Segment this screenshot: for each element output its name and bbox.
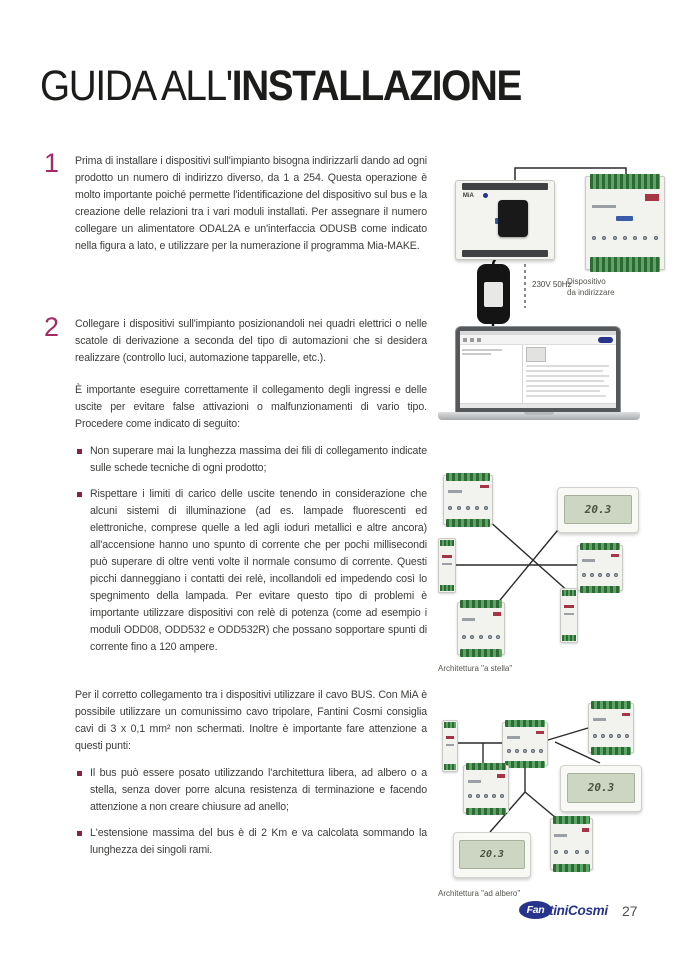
device-thumbnail	[526, 347, 546, 362]
device-label-chip	[616, 216, 633, 221]
din-module-illustration	[502, 722, 548, 766]
thermostat-lcd: 20.3	[459, 840, 524, 870]
bullet-text: Non superare mai la lunghezza massima dei fili di collegamento indicate sulle schede tecniche di ogni prodotto;	[90, 445, 427, 474]
toolbar-icon	[477, 338, 481, 342]
knob-row	[592, 230, 658, 245]
bullet-item	[75, 765, 427, 816]
bullet-square-icon	[77, 771, 82, 776]
thermostat-illustration	[560, 765, 642, 812]
logo-text: tiniCosmi	[549, 902, 608, 918]
laptop-screen	[455, 326, 621, 412]
figure-addressing	[430, 160, 675, 432]
right-panel	[523, 345, 616, 403]
din-module-illustration	[550, 818, 593, 870]
section-1-text	[75, 153, 427, 269]
figure-caption: Architettura "a stella"	[438, 664, 513, 673]
caption-line: da indirizzare	[567, 288, 615, 297]
din-module-illustration	[577, 545, 623, 591]
toolbar-icon	[470, 338, 474, 342]
left-panel	[460, 345, 523, 403]
din-module-narrow-illustration	[438, 538, 456, 593]
bullet-item	[75, 486, 427, 656]
figure-star-architecture	[430, 465, 675, 680]
page-number: 27	[622, 903, 638, 919]
figure-caption	[567, 276, 615, 298]
software-ui-illustration	[460, 331, 616, 408]
window-statusbar	[460, 403, 616, 408]
thermostat-lcd: 20.3	[567, 773, 636, 803]
din-module-illustration	[457, 602, 505, 655]
laptop-base	[438, 412, 640, 420]
device-brand-label: MiA	[462, 192, 474, 199]
figure-tree-architecture	[430, 700, 675, 900]
page-title	[40, 62, 521, 111]
window-body	[460, 345, 616, 403]
brand-dot-icon	[483, 193, 488, 198]
spacer	[75, 665, 427, 687]
bullet-item	[75, 825, 427, 859]
laptop-notch	[524, 412, 554, 415]
window-toolbar	[460, 335, 616, 345]
usb-plug-illustration	[498, 200, 528, 237]
fantinicosmi-logo	[519, 901, 608, 919]
usb-interface-illustration	[477, 264, 510, 324]
din-module-narrow-illustration	[442, 720, 458, 772]
section-2-text	[75, 316, 427, 868]
bullet-text: Il bus può essere posato utilizzando l'architettura libera, ad albero o a stella, senza dover porre alcuna resistenza di terminazione e facendo attenzione a non creare chiusure ad anello;	[90, 767, 427, 813]
din-module-illustration	[443, 475, 493, 525]
section-2-number: 2	[44, 312, 60, 342]
din-rail	[462, 250, 548, 256]
bullet-text: L'estensione massima del bus è di 2 Km e va calcolata sommando la lunghezza dei singoli rami.	[90, 827, 427, 856]
thermostat-illustration	[453, 832, 531, 878]
device-label	[592, 205, 615, 208]
paragraph: Prima di installare i dispositivi sull'impianto bisogna indirizzarli dando ad ogni prodotto un numero di indirizzo diverso, da 1 a 254. Questa operazione è molto importante poiché permette l'identificazione del dispositivo sul bus e la creazione delle relazioni tra i vari moduli installati. Per assegnare il numero collegare un alimentatore ODAL2A e un'interfaccia ODUSB come indicato nella figura a lato, e utilizzare per la numerazione il programma Mia-MAKE.	[75, 155, 427, 252]
terminal-block	[590, 174, 660, 189]
bullet-square-icon	[77, 831, 82, 836]
bullet-text: Rispettare i limiti di carico delle uscite tenendo in considerazione che alcuni sistemi di illuminazione (ad es. lampade fluorescenti ed elettroniche, comprese quelle a led agli ioduri metallici e altre ancora) all'accensione hanno uno spunto di corrente che per pochi millisecondi può superare di oltre venti volte il normale consumo di corrente. Questi picchi danneggiano i contatti dei relè, incollandoli ed impedendo così lo spegnimento della lampada. Per evitare questo tipo di problemi è importante utilizzare dispositivi con relè di potenza (come ad esempio i moduli ODD08, ODD532 e ODD532R) che possano sopportare spunti di corrente fino a 120 ampere.	[90, 488, 427, 653]
caption-line: Dispositivo	[567, 277, 606, 286]
din-module-illustration	[585, 176, 665, 270]
status-chip	[645, 194, 658, 201]
paragraph: Collegare i dispositivi sull'impianto posizionandoli nei quadri elettrici o nelle scatole di derivazione a seconda del tipo di automazioni che si desidera realizzare (controllo luci, automazione tapparelle, etc.).	[75, 318, 427, 364]
software-logo-icon	[598, 337, 613, 343]
terminal-block	[590, 257, 660, 272]
section-1-number: 1	[44, 148, 60, 178]
dongle-sticker	[484, 282, 504, 307]
din-rail	[462, 183, 548, 189]
din-module-narrow-illustration	[560, 588, 578, 643]
figure-caption: Architettura "ad albero"	[438, 889, 521, 898]
paragraph: Per il corretto collegamento tra i dispositivi utilizzare il cavo BUS. Con MiA è possibile utilizzare un comunissimo cavo tripolare, Fantini Cosmi consiglia cavi di 3 x 0,1 mm² non schermati. Inoltre è importante fare attenzione a questi punti:	[75, 689, 427, 752]
page-title-bold: INSTALLAZIONE	[231, 62, 521, 110]
logo-oval: Fan	[519, 901, 552, 919]
bullet-item	[75, 443, 427, 477]
din-module-illustration	[463, 765, 509, 813]
bullet-square-icon	[77, 449, 82, 454]
paragraph: È importante eseguire correttamente il collegamento degli ingressi e delle uscite per evitare false attivazioni o malfunzionamenti di vario tipo. Procedere come indicato di seguito:	[75, 384, 427, 430]
toolbar-icon	[463, 338, 467, 342]
page-title-light: GUIDA ALL'	[40, 62, 232, 110]
din-module-illustration	[588, 703, 634, 753]
thermostat-lcd: 20.3	[564, 495, 633, 525]
power-label: 230V 50Hz	[532, 280, 572, 289]
bullet-square-icon	[77, 492, 82, 497]
thermostat-illustration	[557, 487, 639, 533]
